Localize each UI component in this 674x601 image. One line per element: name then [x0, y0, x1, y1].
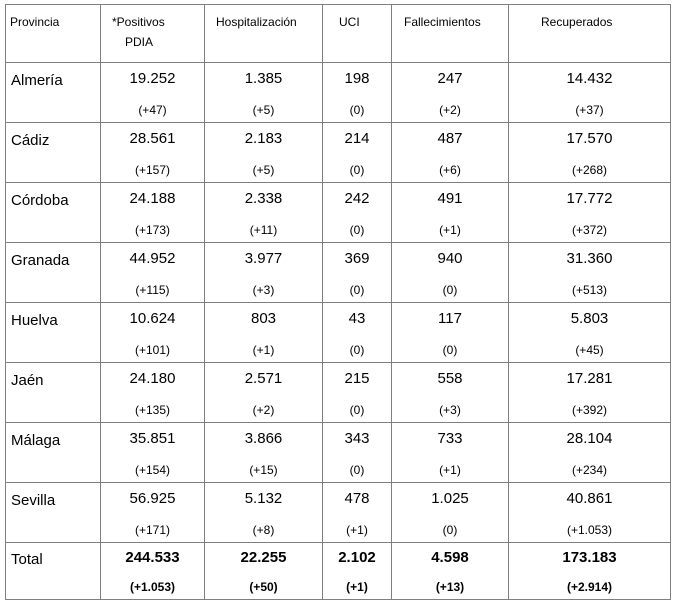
recuperados-value: 17.570	[566, 130, 613, 147]
positivos-cell	[101, 483, 205, 543]
positivos-change: (+154)	[134, 463, 171, 477]
uci-change: (0)	[349, 403, 365, 417]
recuperados-change: (+37)	[575, 103, 604, 117]
header-fallecimientos: Fallecimientos	[392, 5, 509, 63]
total-row	[6, 543, 671, 600]
recuperados-cell	[509, 243, 671, 303]
fallecimientos-cell	[392, 423, 509, 483]
recuperados-value: 14.432	[566, 70, 613, 87]
hospitalizacion-cell	[205, 483, 323, 543]
uci-value: 242	[344, 190, 370, 207]
recuperados-value: 28.104	[566, 430, 613, 447]
provincia-cell: Sevilla	[6, 483, 101, 543]
recuperados-value: 40.861	[566, 490, 613, 507]
uci-change: (0)	[349, 223, 365, 237]
header-positivos	[101, 5, 205, 63]
uci-cell	[323, 243, 392, 303]
fallecimientos-value: 4.598	[431, 549, 469, 566]
fallecimientos-change: (0)	[442, 343, 458, 357]
positivos-cell	[101, 543, 205, 600]
header-row	[6, 5, 671, 63]
positivos-change: (+157)	[134, 163, 171, 177]
hospitalizacion-change: (+11)	[249, 223, 278, 237]
uci-cell	[323, 543, 392, 600]
hospitalizacion-change: (+3)	[252, 283, 275, 297]
positivos-value: 44.952	[129, 250, 176, 267]
fallecimientos-value: 247	[437, 70, 463, 87]
positivos-value: 28.561	[129, 130, 176, 147]
positivos-change: (+47)	[138, 103, 167, 117]
uci-change: (+1)	[346, 523, 368, 537]
recuperados-cell	[509, 183, 671, 243]
uci-value: 343	[344, 430, 370, 447]
fallecimientos-value: 1.025	[431, 490, 469, 507]
hospitalizacion-cell	[205, 243, 323, 303]
positivos-cell	[101, 123, 205, 183]
header-positivos-line1: *Positivos	[112, 15, 165, 29]
hospitalizacion-value: 2.571	[244, 370, 283, 387]
fallecimientos-change: (+13)	[435, 580, 465, 594]
provincia-cell: Total	[6, 543, 101, 600]
positivos-value: 56.925	[129, 490, 176, 507]
fallecimientos-change: (+2)	[439, 103, 461, 117]
uci-change: (0)	[349, 343, 365, 357]
hospitalizacion-value: 22.255	[240, 549, 287, 566]
uci-value: 198	[344, 70, 370, 87]
positivos-change: (+135)	[134, 403, 171, 417]
positivos-value: 244.533	[125, 549, 180, 566]
positivos-change: (+115)	[135, 283, 170, 297]
table-row	[6, 183, 671, 243]
uci-value: 369	[344, 250, 370, 267]
uci-value: 478	[344, 490, 370, 507]
recuperados-value: 5.803	[570, 310, 609, 327]
recuperados-change: (+45)	[575, 343, 604, 357]
header-recuperados: Recuperados	[509, 5, 671, 63]
provincia-cell: Granada	[6, 243, 101, 303]
table-row	[6, 483, 671, 543]
hospitalizacion-cell	[205, 123, 323, 183]
fallecimientos-value: 117	[438, 310, 462, 327]
provincia-cell: Huelva	[6, 303, 101, 363]
fallecimientos-change: (+1)	[439, 463, 461, 477]
positivos-cell	[101, 243, 205, 303]
recuperados-cell	[509, 123, 671, 183]
table-row	[6, 243, 671, 303]
uci-change: (0)	[349, 163, 365, 177]
uci-value: 214	[344, 130, 370, 147]
hospitalizacion-change: (+5)	[252, 103, 275, 117]
fallecimientos-value: 491	[437, 190, 463, 207]
positivos-cell	[101, 303, 205, 363]
table-row	[6, 423, 671, 483]
fallecimientos-cell	[392, 63, 509, 123]
recuperados-value: 17.772	[566, 190, 613, 207]
recuperados-cell	[509, 483, 671, 543]
positivos-cell	[101, 183, 205, 243]
positivos-value: 24.188	[129, 190, 176, 207]
provincia-cell: Almería	[6, 63, 101, 123]
uci-change: (+1)	[346, 580, 368, 594]
hospitalizacion-value: 5.132	[244, 490, 283, 507]
recuperados-cell	[509, 363, 671, 423]
fallecimientos-change: (+6)	[439, 163, 461, 177]
table-row	[6, 63, 671, 123]
header-provincia: Provincia	[6, 5, 101, 63]
uci-cell	[323, 183, 392, 243]
recuperados-change: (+372)	[571, 223, 608, 237]
fallecimientos-cell	[392, 543, 509, 600]
table-row	[6, 363, 671, 423]
uci-change: (0)	[349, 463, 365, 477]
fallecimientos-change: (+1)	[439, 223, 461, 237]
uci-change: (0)	[349, 283, 365, 297]
recuperados-value: 173.183	[562, 549, 617, 566]
recuperados-cell	[509, 303, 671, 363]
hospitalizacion-value: 3.977	[244, 250, 283, 267]
fallecimientos-cell	[392, 303, 509, 363]
provincia-cell: Málaga	[6, 423, 101, 483]
fallecimientos-cell	[392, 363, 509, 423]
hospitalizacion-change: (+15)	[249, 463, 278, 477]
uci-cell	[323, 423, 392, 483]
positivos-change: (+173)	[134, 223, 171, 237]
provincia-cell: Córdoba	[6, 183, 101, 243]
uci-cell	[323, 483, 392, 543]
recuperados-cell	[509, 63, 671, 123]
fallecimientos-cell	[392, 243, 509, 303]
recuperados-change: (+392)	[571, 403, 608, 417]
fallecimientos-cell	[392, 123, 509, 183]
fallecimientos-value: 940	[437, 250, 463, 267]
uci-cell	[323, 123, 392, 183]
recuperados-cell	[509, 423, 671, 483]
hospitalizacion-value: 803	[250, 310, 277, 327]
recuperados-cell	[509, 543, 671, 600]
table-row	[6, 303, 671, 363]
provincia-cell: Cádiz	[6, 123, 101, 183]
hospitalizacion-change: (+2)	[252, 403, 275, 417]
hospitalizacion-cell	[205, 63, 323, 123]
hospitalizacion-value: 3.866	[244, 430, 283, 447]
uci-value: 2.102	[338, 549, 376, 566]
table-row	[6, 123, 671, 183]
uci-cell	[323, 303, 392, 363]
header-positivos-line2: PDIA	[125, 35, 154, 49]
provincia-cell: Jaén	[6, 363, 101, 423]
fallecimientos-value: 733	[437, 430, 463, 447]
header-uci: UCI	[323, 5, 392, 63]
hospitalizacion-change: (+5)	[252, 163, 275, 177]
uci-cell	[323, 363, 392, 423]
recuperados-change: (+1.053)	[566, 523, 613, 537]
hospitalizacion-value: 1.385	[244, 70, 283, 87]
positivos-cell	[101, 63, 205, 123]
hospitalizacion-cell	[205, 543, 323, 600]
fallecimientos-change: (+3)	[439, 403, 461, 417]
positivos-change: (+101)	[134, 343, 171, 357]
recuperados-change: (+234)	[571, 463, 608, 477]
recuperados-change: (+513)	[571, 283, 608, 297]
fallecimientos-change: (0)	[442, 283, 458, 297]
hospitalizacion-change: (+50)	[249, 580, 278, 594]
header-hospitalizacion: Hospitalización	[205, 5, 323, 63]
fallecimientos-value: 487	[437, 130, 463, 147]
recuperados-change: (+268)	[571, 163, 608, 177]
hospitalizacion-value: 2.338	[244, 190, 283, 207]
positivos-value: 10.624	[129, 310, 176, 327]
hospitalizacion-cell	[205, 363, 323, 423]
uci-value: 43	[348, 310, 366, 327]
recuperados-change: (+2.914)	[566, 580, 613, 594]
hospitalizacion-change: (+8)	[252, 523, 275, 537]
positivos-value: 35.851	[129, 430, 176, 447]
positivos-change: (+171)	[134, 523, 171, 537]
hospitalizacion-cell	[205, 183, 323, 243]
fallecimientos-change: (0)	[442, 523, 458, 537]
hospitalizacion-value: 2.183	[244, 130, 283, 147]
hospitalizacion-cell	[205, 423, 323, 483]
uci-value: 215	[344, 370, 370, 387]
fallecimientos-cell	[392, 183, 509, 243]
positivos-value: 19.252	[129, 70, 176, 87]
fallecimientos-value: 558	[437, 370, 463, 387]
uci-cell	[323, 63, 392, 123]
hospitalizacion-cell	[205, 303, 323, 363]
recuperados-value: 31.360	[566, 250, 613, 267]
positivos-change: (+1.053)	[129, 580, 176, 594]
fallecimientos-cell	[392, 483, 509, 543]
positivos-value: 24.180	[129, 370, 176, 387]
hospitalizacion-change: (+1)	[252, 343, 275, 357]
positivos-cell	[101, 423, 205, 483]
covid-provinces-table	[5, 4, 671, 600]
recuperados-value: 17.281	[566, 370, 613, 387]
uci-change: (0)	[349, 103, 365, 117]
positivos-cell	[101, 363, 205, 423]
